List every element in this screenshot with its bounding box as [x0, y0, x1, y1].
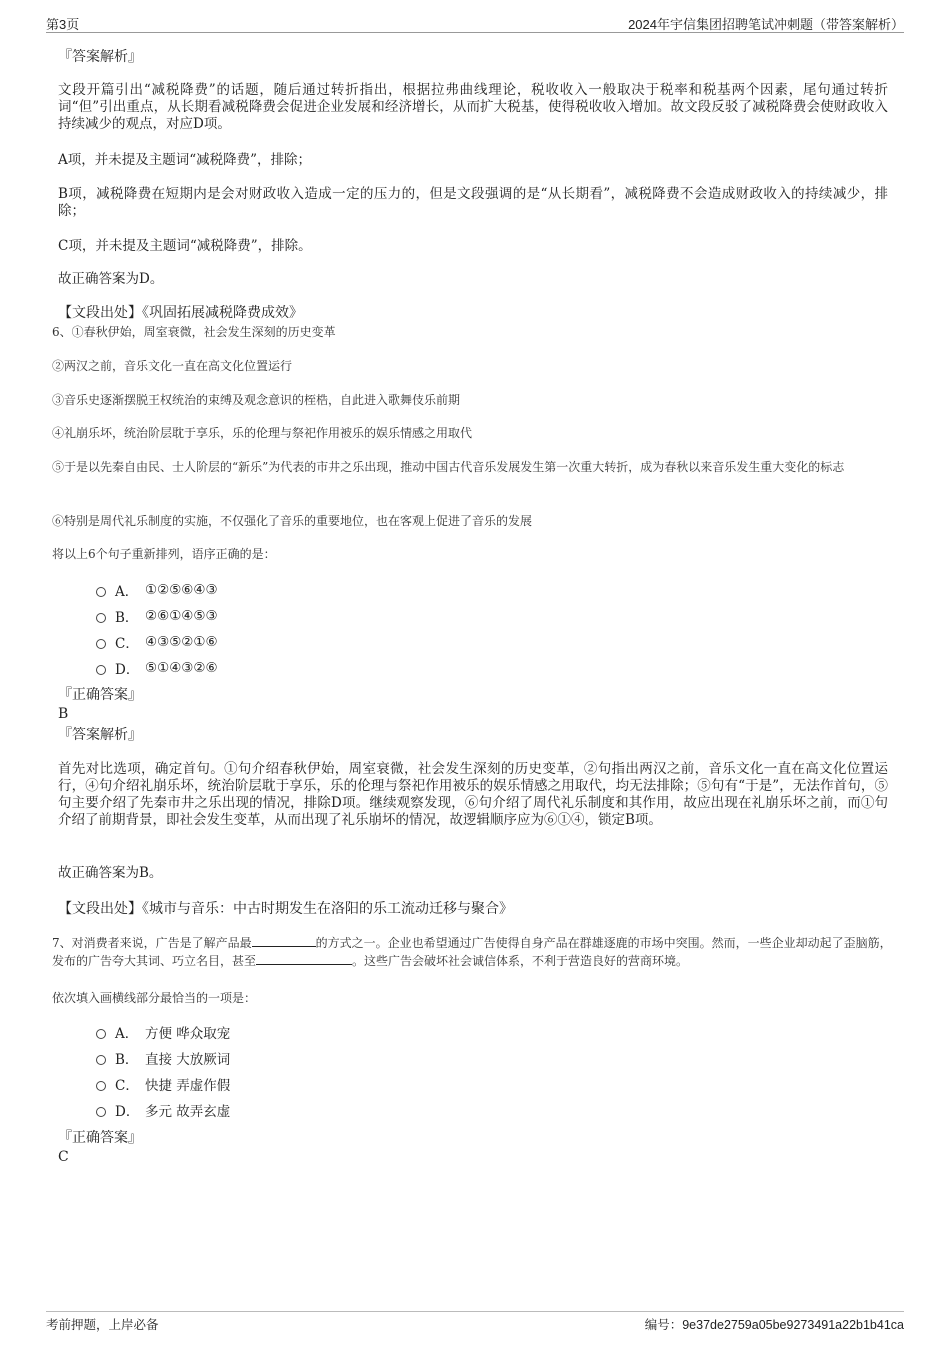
- q6-sentence: ⑥特别是周代礼乐制度的实施，不仅强化了音乐的重要地位，也在客观上促进了音乐的发展: [52, 514, 533, 528]
- q6-analysis-paragraph: 故正确答案为B。: [58, 865, 163, 881]
- q7-answer: C: [58, 1149, 69, 1165]
- radio-icon[interactable]: [96, 1107, 106, 1117]
- q5-source: 【文段出处】《巩固拓展减税降费成效》: [58, 305, 303, 321]
- q5-analysis-paragraph: 故正确答案为D。: [58, 271, 164, 287]
- radio-icon[interactable]: [96, 665, 106, 675]
- q6-options: [96, 577, 218, 681]
- q5-analysis-paragraph: B项，减税降费在短期内是会对财政收入造成一定的压力的，但是文段强调的是“从长期看”，减税降费不会造成财政收入的持续减少，排除；: [58, 186, 888, 219]
- radio-icon[interactable]: [96, 1081, 106, 1091]
- q7-stem: 7、对消费者来说，广告是了解产品最 的方式之一。企业也希望通过广告使得自身产品在群雄逐鹿的市场中突围。然而，一些企业却动起了歪脑筋，发布的广告夸大其词、巧立名目，甚至 。这些广告会破坏社会诚信体系，不利于营造良好的营商环境。: [52, 936, 892, 968]
- radio-icon[interactable]: [96, 1029, 106, 1039]
- q7-answer-label: 『正确答案』: [58, 1130, 142, 1146]
- radio-icon[interactable]: [96, 639, 106, 649]
- q6-option-a[interactable]: A． ①②⑤⑥④③: [96, 577, 218, 603]
- q6-answer-label: 『正确答案』: [58, 687, 142, 703]
- radio-icon[interactable]: [96, 613, 106, 623]
- q6-sentence: ④礼崩乐坏，统治阶层耽于享乐，乐的伦理与祭祀作用被乐的娱乐情感之用取代: [52, 426, 473, 440]
- page-footer: [46, 1311, 904, 1336]
- q6-analysis-paragraph: 首先对比选项，确定首句。①句介绍春秋伊始，周室衰微，社会发生深刻的历史变革，②句指出两汉之前，音乐文化一直在高文化位置运行，④句介绍礼崩乐坏，统治阶层耽于享乐，乐的伦理与祭祀作用被乐的娱乐情感之用取代，均无法排除；⑤句有“于是”，无法作首句，⑤句主要介绍了先秦市井之乐出现的情况，排除D项。继续观察发现，⑥句介绍了周代礼乐制度和其作用，故应出现在礼崩乐坏之前，而①句介绍了前期背景，即社会发生变革，从而出现了礼乐崩坏的情况，故逻辑顺序应为⑥①④，锁定B项。: [58, 761, 888, 828]
- footer-code: 编号：9e37de2759a05be9273491a22b1b41ca: [644, 1317, 904, 1332]
- q6-sentence: 6、①春秋伊始，周室衰微，社会发生深刻的历史变革: [52, 325, 336, 339]
- q7-option-d[interactable]: D． 多元 故弄玄虚: [96, 1097, 230, 1123]
- fill-blank-2: [256, 964, 352, 965]
- q7-options: [96, 1019, 230, 1123]
- q7-option-a[interactable]: A． 方便 哗众取宠: [96, 1019, 230, 1045]
- q5-analysis-paragraph: 文段开篇引出“减税降费”的话题，随后通过转折指出，根据拉弗曲线理论，税收收入一般取决于税率和税基两个因素，尾句通过转折词“但”引出重点，从长期看减税降费会促进企业发展和经济增长，从而扩大税基，使得税收收入增加。故文段反驳了减税降费会使财政收入持续减少的观点，对应D项。: [58, 82, 888, 132]
- q7-prompt: 依次填入画横线部分最恰当的一项是：: [52, 991, 257, 1005]
- q6-answer: B: [58, 706, 69, 722]
- q6-prompt: 将以上6个句子重新排列，语序正确的是：: [52, 547, 276, 561]
- q5-analysis-paragraph: C项，并未提及主题词“减税降费”，排除。: [58, 238, 312, 254]
- page-header: [46, 12, 904, 33]
- q5-analysis-paragraph: A项，并未提及主题词“减税降费”，排除；: [58, 152, 312, 168]
- q6-analysis-label: 『答案解析』: [58, 727, 142, 743]
- q6-source: 【文段出处】《城市与音乐：中古时期发生在洛阳的乐工流动迁移与聚合》: [58, 901, 513, 917]
- page-number: 第3页: [46, 17, 80, 32]
- q6-option-d[interactable]: D． ⑤①④③②⑥: [96, 655, 218, 681]
- q6-option-b[interactable]: B． ②⑥①④⑤③: [96, 603, 218, 629]
- q7-option-c[interactable]: C． 快捷 弄虚作假: [96, 1071, 230, 1097]
- q6-sentence: ⑤于是以先秦自由民、士人阶层的“新乐”为代表的市井之乐出现，推动中国古代音乐发展发生第一次重大转折，成为春秋以来音乐发生重大变化的标志: [52, 460, 845, 474]
- q6-option-c[interactable]: C． ④③⑤②①⑥: [96, 629, 218, 655]
- radio-icon[interactable]: [96, 587, 106, 597]
- document-title: 2024年宇信集团招聘笔试冲刺题（带答案解析）: [628, 17, 904, 32]
- q7-option-b[interactable]: B． 直接 大放厥词: [96, 1045, 230, 1071]
- q6-sentence: ③音乐史逐渐摆脱王权统治的束缚及观念意识的桎梏，自此进入歌舞伎乐前期: [52, 393, 461, 407]
- q5-analysis-label: 『答案解析』: [58, 49, 142, 65]
- radio-icon[interactable]: [96, 1055, 106, 1065]
- footer-slogan: 考前押题，上岸必备: [46, 1317, 159, 1332]
- q6-sentence: ②两汉之前，音乐文化一直在高文化位置运行: [52, 359, 293, 373]
- fill-blank-1: [252, 946, 316, 947]
